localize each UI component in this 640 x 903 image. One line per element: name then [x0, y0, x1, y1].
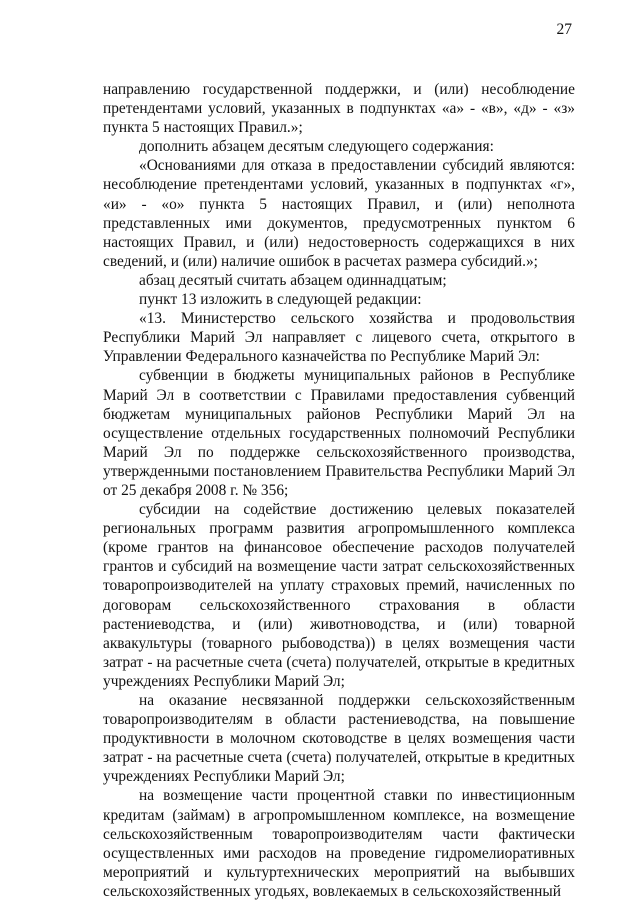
- paragraph-5: пункт 13 изложить в следующей редакции:: [139, 291, 422, 309]
- paragraph-3: «Основаниями для отказа в предоставлении субсидий являются: несоблюдение претендентами условий, указанных в подпунктах «г», «и» - «о» пункта 5 настоящих Правил, и (или) неполнота представленных ими документов, предусмотренных пунктом 6 настоящих Правил, и (или) недостоверность содержащихся в них сведений, и (или) наличие ошибок в расчетах размера субсидий.»;: [103, 157, 575, 270]
- paragraph-8: субсидии на содействие достижению целевых показателей региональных программ развития агропромышленного комплекса (кроме грантов на финансовое обеспечение расходов получателей грантов и субсидий на возмещение части затрат сельскохозяйственных товаропроизводителей на уплату страховых премий, начисленных по договорам сельскохозяйственного страхования в области растениеводства, и (или) животноводства, и (или) товарной аквакультуры (товарного рыбоводства)) в целях возмещения части затрат - на расчетные счета (счета) получателей, открытые в кредитных учреждениях Республики Марий Эл;: [103, 501, 575, 690]
- paragraph-6: «13. Министерство сельского хозяйства и продовольствия Республики Марий Эл направляет с лицевого счета, открытого в Управлении Федерального казначейства по Республике Марий Эл:: [103, 310, 575, 366]
- paragraph-9: на оказание несвязанной поддержки сельскохозяйственным товаропроизводителям в области растениеводства, на повышение продуктивности в молочном скотоводстве в целях возмещения части затрат - на расчетные счета (счета) получателей, открытые в кредитных учреждениях Республики Марий Эл;: [103, 692, 575, 786]
- paragraph-7: субвенции в бюджеты муниципальных районов в Республике Марий Эл в соответствии с Правилами предоставления субвенций бюджетам муниципальных районов Республики Марий Эл на осуществление отдельных государственных полномочий Республики Марий Эл по поддержке сельскохозяйственного производства, утвержденными постановлением Правительства Республики Марий Эл от 25 декабря 2008 г. № 356;: [103, 367, 575, 499]
- paragraph-1: направлению государственной поддержки, и (или) несоблюдение претендентами условий, указанных в подпунктах «а» - «в», «д» - «з» пункта 5 настоящих Правил.»;: [103, 81, 575, 137]
- paragraph-2: дополнить абзацем десятым следующего содержания:: [139, 138, 494, 156]
- page-number: 27: [556, 21, 572, 38]
- document-body: [103, 80, 575, 901]
- paragraph-4: абзац десятый считать абзацем одиннадцатым;: [139, 271, 447, 289]
- paragraph-10: на возмещение части процентной ставки по инвестиционным кредитам (займам) в агропромышленном комплексе, на возмещение сельскохозяйственным товаропроизводителям части фактически осуществленных ими расходов на проведение гидромелиоративных мероприятий и культуртехнических мероприятий на выбывших сельскохозяйственных угодьях, вовлекаемых в сельскохозяйственный: [103, 787, 575, 900]
